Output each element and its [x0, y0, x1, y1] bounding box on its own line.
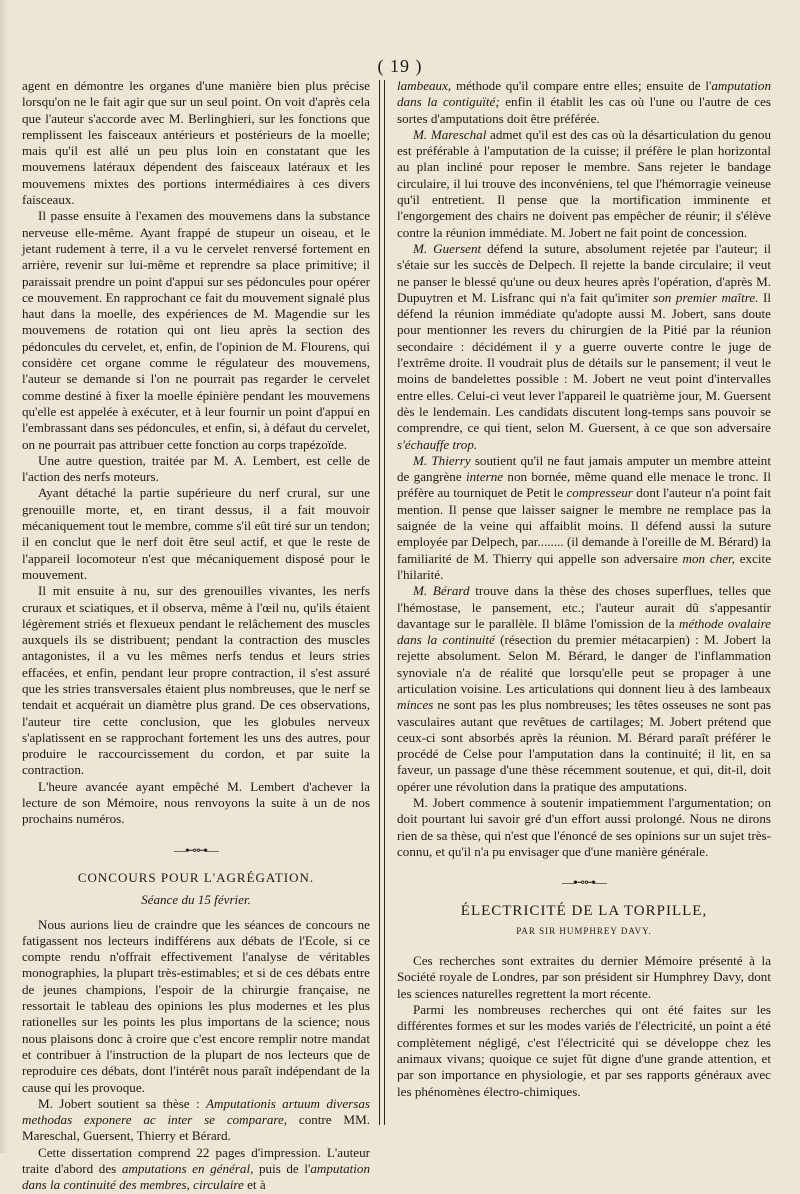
paragraph: Nous aurions lieu de craindre que les séances de concours ne fatigassent nos lecteurs indifférens aux débats de l'Ecole, si ce compte rendu n'offrait effectivement l'analyse de véritables monographies, la plupart très-estimables; et si de ces débats entre de jeunes champions, l'espoir de la chirurgie française, ne ressortait le tableau des opinions les plus modernes et les plus rationelles sur les points les plus importans de la science; nous nous plaisons donc à croire que c'est encore remplir notre mandat et contribuer à l'instruction de la plupart de nos lecteurs que de reproduire ces débats, dont l'intérêt nous paraît indépendant de la cause qui les provoque. — [22, 916, 370, 1095]
paragraph: L'heure avancée ayant empêché M. Lembert d'achever la lecture de son Mémoire, nous renvoyons la suite à un de nos prochains numéros. — [22, 778, 370, 827]
text-run: contre MM. Mareschal, Guersent, Thierry et Bérard. — [22, 1112, 370, 1144]
emphasis: méthode ovalaire dans la continuité — [397, 615, 771, 648]
section-title: CONCOURS POUR L'AGRÉGATION. — [77, 869, 315, 885]
paragraph — [397, 127, 771, 241]
speaker-name: M. Thierry — [413, 452, 471, 468]
section-subtitle: Séance du 15 février. — [141, 892, 251, 908]
text-run: soutient qu'il ne faut jamais amputer un membre atteint de gangrène — [397, 452, 771, 485]
left-column — [22, 78, 370, 1194]
speaker-name: M. Guersent — [413, 240, 482, 256]
text-run: enfin il établit les cas où l'une ou l'autre de ces sortes d'amputations doit être préférée. — [397, 94, 771, 126]
emphasis: s'échauffe trop. — [397, 436, 478, 452]
page-number: ( 19 ) — [377, 56, 423, 76]
thesis-title: Amputationis artuum diversas methodas exponere ac inter se comparare, — [22, 1095, 371, 1128]
text-run: excite l'hilarité. — [397, 550, 771, 582]
paragraph: Une autre question, traitée par M. A. Lembert, est celle de l'action des nerfs moteurs. — [22, 452, 370, 485]
section-ornament: —⊷⊶— — [174, 842, 218, 857]
page-edge-shadow — [0, 0, 8, 1153]
emphasis: lambeaux, — [397, 78, 452, 93]
section-title: ÉLECTRICITÉ DE LA TORPILLE, — [460, 902, 708, 919]
paragraph: Ayant détaché la partie supérieure du nerf crural, sur une grenouille morte, et, en tirant dessus, il a fait mouvoir mécaniquement tout le membre, comme s'il eût tiré sur un tendon; il en conclut que le nerf doit être seul actif, et que le reste de l'appareil locomoteur n'est que mécaniquement disposé pour le mouvement. — [22, 485, 370, 582]
paragraph: Parmi les nombreuses recherches qui ont été faites sur les différentes formes et sur les modes variés de l'électricité, un point a été complètement négligé, c'est l'électricité qui se développe chez les animaux vivans; quoique ce sujet fût digne d'une grande attention, et par son importance en physiologie, et par ses rapports généraux avec les phénomènes électro-chimiques. — [397, 1002, 771, 1099]
text-run: dont l'auteur n'a point fait mention. Il pense que laisser saigner le membre ne remplace pas la saignée de la veine qui affaiblit moins. Il défend aussi la suture employée par Delpech, par........ (il demande à l'oreille de M. Bérard) la familiarité de M. Thierry qui appelle son adversaire — [397, 485, 771, 566]
paragraph — [397, 241, 771, 453]
paragraph — [22, 1096, 370, 1145]
emphasis: amputations en général, — [121, 1161, 254, 1176]
text-run: non bornée, même quand elle menace le tronc. Il préfère au tourniquet de Petit le — [397, 469, 771, 501]
right-column — [397, 78, 771, 1100]
text-run: admet qu'il est des cas où la désarticulation du genou est préférable à l'amputation de la cuisse; il préfère le plan horizontal au plan incliné pour reposer le membre. Sans rejeter le bandage circulaire, il lui trouve des inconvéniens, tel que l'hémorragie veineuse qu'il entretient. Il pense que la mortification imminente et l'engorgement des chairs ne doivent pas empêcher de réunir; il s'élève contre la réunion immédiate. M. Jobert ne fait point de concession. — [397, 126, 772, 240]
text-run: Cette dissertation comprend 22 pages d'impression. L'auteur traite d'abord des — [22, 1144, 370, 1176]
text-run: trouve dans la thèse des choses superflues, telles que l'hémostase, le pansement, etc.; l'auteur aurait dû s'appesantir davantage sur le parallèle. Il blâme l'omission de la — [397, 583, 771, 631]
paragraph: Il passe ensuite à l'examen des mouvemens dans la substance nerveuse elle-même. Ayant frappé de stupeur un oiseau, et le jetant rudement à terre, il a vu le cervelet renversé fortement en arrière, revenir sur lui-même et reprendre sa place primitive; il paraissait prendre un point d'appui sur ses pédoncules pour opérer ce mouvement. En rapprochant ce fait du mouvement signalé plus haut dans la moelle, des expériences de M. Magendie sur les mouvemens de rotation qui ont lieu après la section des pédoncules du cervelet, et, enfin, de l'opinion de M. Flourens, qui considère cet organe comme le régulateur des mouvemens, l'auteur se demande si l'on ne pourrait pas regarder le cervelet comme destiné à fixer la moelle épinière pendant les mouvemens qu'elle est appelée à exécuter, et à leur fournir un point d'appui en l'embrassant dans ses pédoncules, et enfin, si, à défaut du cervelet, on ne pourrait pas attribuer cette fonction au corps trapézoïde. — [22, 208, 370, 452]
emphasis: compresseur — [566, 485, 633, 501]
emphasis: amputation dans la contiguïté; — [397, 78, 771, 110]
paragraph — [22, 1145, 370, 1194]
column-divider — [379, 80, 385, 1125]
emphasis: son premier maître. — [653, 289, 759, 305]
text-run: Il défend la réunion immédiate qu'adopte aussi M. Jobert, sans doute pour mentionner les revers du chirurgien de la Pitié par la réunion secondaire : décidément il y a guerre ouverte contre le juge de l'extrême droite. Il voudrait plus de détails sur le pansement; il veut le moins de bandelettes possible : M. Jobert ne veut point d'intervalles entre elles. Celui-ci veut lever l'appareil le quatrième jour, M. Guersent dès le lendemain. Les candidats discutent long-temps sans pouvoir se comprendre, ce qui tient, selon M. Guersent, à ce que son adversaire — [397, 289, 772, 436]
speaker-name: M. Bérard — [413, 583, 470, 599]
paragraph — [397, 78, 771, 127]
speaker-name: M. Mareschal — [413, 126, 487, 142]
emphasis: minces — [397, 697, 434, 713]
text-run: méthode qu'il compare entre elles; ensuite de l' — [451, 78, 712, 93]
paragraph — [397, 453, 771, 583]
paragraph: agent en démontre les organes d'une manière bien plus précise lorsqu'on ne le fait agir que sur un seul point. On voit d'après cela que l'auteur s'accorde avec M. Berlinghieri, sur les fonctions que remplissent les faisceaux antérieurs et postérieurs de la moelle; mais qu'il est allé un peu plus loin en constatant que les mouvemens latéraux dépendent des faisceaux latéraux et les mouvemens mixtes des portions intermédiaires à ces divers faisceaux. — [22, 78, 370, 208]
text-run: M. Jobert soutient sa thèse : — [38, 1095, 206, 1111]
paragraph: Ces recherches sont extraites du dernier Mémoire présenté à la Société royale de Londres, par son président sir Humphrey Davy, dont les sciences naturelles regrettent la mort récente. — [397, 953, 771, 1001]
text-run: et à — [243, 1177, 266, 1193]
emphasis: interne — [465, 469, 504, 485]
author-byline: PAR SIR HUMPHREY DAVY. — [516, 925, 652, 936]
paragraph: M. Jobert commence à soutenir impatiemment l'argumentation; on doit pourtant lui savoir gré d'un effort aussi prolongé. Nous ne dirons rien de sa thèse, qui n'est que l'énoncé de ses opinions sur un sujet très-connu, et qu'il n'a pu envisager que d'une manière générale. — [397, 795, 771, 859]
text-run: défend la suture, absolument rejetée par l'auteur; il s'étaie sur les succès de Delpech. Il rejette la bande circulaire; il veut ne panser le blessé qu'une ou deux heures après l'opération, d'après M. Dupuytren et M. Lisfranc qui n'a fait qu'imiter — [397, 240, 771, 305]
emphasis: mon cher, — [682, 550, 735, 566]
text-run: puis de l' — [253, 1161, 311, 1176]
section-ornament: —⊷⊶— — [562, 875, 606, 890]
text-run: ne sont pas les plus nombreuses; les têtes osseuses ne sont pas vasculaires autant que revêtues de cartilages; M. Jobert prétend que ceux-ci sont absorbés après la réunion. M. Bérard paraît préférer le procédé de Celse pour l'amputation dans la continuité; il lit, en sa faveur, un passage d'une thèse récemment soutenue, et qui, dit-il, doit opérer une révolution dans la pratique des amputations. — [397, 697, 771, 794]
paragraph — [397, 583, 771, 795]
emphasis: amputation dans la continuité des membres, circulaire — [22, 1161, 370, 1193]
text-run: (résection du premier métacarpien) : M. Jobert la rejette absolument. Selon M. Bérard, le danger de l'inflammation synoviale n'a de réalité que lorsqu'elle peut se propager à une articulation voisine. Les articulations qui donnent lieu à des lambeaux — [397, 632, 771, 696]
paragraph: Il mit ensuite à nu, sur des grenouilles vivantes, les nerfs cruraux et sciatiques, et il observa, même à l'œil nu, qu'ils étaient légèrement striés et flexueux pendant le relâchement des muscles auxquels ils se distribuent; pendant la contraction des muscles antagonistes, il a vu les mêmes nerfs tendus et leurs stries effacées, et enfin, pendant leur propre contraction, il s'est assuré que les stries transversales étaient plus nombreuses, que le nerf se tendait et acquérait un diamètre plus grand. De ces observations, l'auteur tire cette conclusion, que les globules nerveux s'aplatissent en se rapprochant fortement les uns des autres, pour produire le raccourcissement du cordon, et par suite la contraction. — [22, 583, 370, 778]
